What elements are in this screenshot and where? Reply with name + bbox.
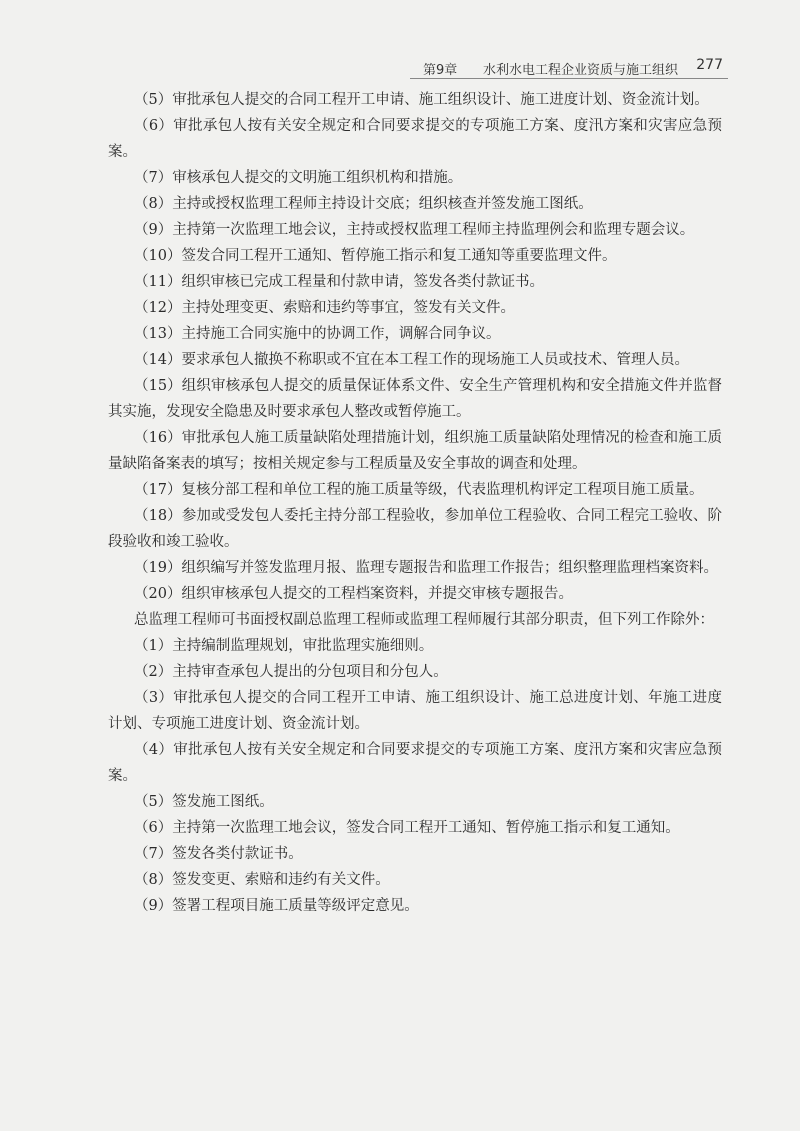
paragraph: （19）组织编写并签发监理月报、监理专题报告和监理工作报告；组织整理监理档案资料。 [134,560,718,576]
header-divider [410,78,728,79]
paragraph: （18）参加或受发包人委托主持分部工程验收，参加单位工程验收、合同工程完工验收、阶段验收和竣工验收。 [108,508,722,550]
paragraph: （12）主持处理变更、索赔和违约等事宜，签发有关文件。 [134,300,515,316]
chapter-label: 第9章 [423,63,458,78]
paragraph: （3）审批承包人提交的合同工程开工申请、施工组织设计、施工总进度计划、年施工进度计划、专项施工进度计划、资金流计划。 [108,690,722,732]
paragraph: （6）审批承包人按有关安全规定和合同要求提交的专项施工方案、度汛方案和灾害应急预案。 [108,118,722,160]
paragraph: （11）组织审核已完成工程量和付款申请，签发各类付款证书。 [134,274,544,290]
paragraph: （5）审批承包人提交的合同工程开工申请、施工组织设计、施工进度计划、资金流计划。 [134,92,709,108]
body-text [108,87,722,919]
paragraph: （13）主持施工合同实施中的协调工作，调解合同争议。 [134,326,501,342]
paragraph: （9）主持第一次监理工地会议，主持或授权监理工程师主持监理例会和监理专题会议。 [134,222,695,238]
paragraph: （16）审批承包人施工质量缺陷处理措施计划，组织施工质量缺陷处理情况的检查和施工质量缺陷备案表的填写；按相关规定参与工程质量及安全事故的调查和处理。 [108,430,722,472]
paragraph: （1）主持编制监理规划，审批监理实施细则。 [134,638,434,654]
page-number: 277 [696,57,723,73]
paragraph: （7）审核承包人提交的文明施工组织机构和措施。 [134,170,463,186]
paragraph: （8）签发变更、索赔和违约有关文件。 [134,872,390,888]
paragraph: （2）主持审查承包人提出的分包项目和分包人。 [134,664,448,680]
paragraph: （15）组织审核承包人提交的质量保证体系文件、安全生产管理机构和安全措施文件并监督其实施，发现安全隐患及时要求承包人整改或暂停施工。 [108,378,722,420]
paragraph: （8）主持或授权监理工程师主持设计交底；组织核查并签发施工图纸。 [134,196,593,212]
paragraph: （5）签发施工图纸。 [134,794,274,810]
paragraph: （7）签发各类付款证书。 [134,846,303,862]
paragraph: （9）签署工程项目施工质量等级评定意见。 [134,898,419,914]
paragraph: （20）组织审核承包人提交的工程档案资料，并提交审核专题报告。 [134,586,573,602]
paragraph: （4）审批承包人按有关安全规定和合同要求提交的专项施工方案、度汛方案和灾害应急预案。 [108,742,722,784]
paragraph: （17）复核分部工程和单位工程的施工质量等级，代表监理机构评定工程项目施工质量。 [134,482,704,498]
paragraph: （10）签发合同工程开工通知、暂停施工指示和复工通知等重要监理文件。 [134,248,617,264]
paragraph: 总监理工程师可书面授权副总监理工程师或监理工程师履行其部分职责，但下列工作除外： [134,612,714,628]
paragraph: （14）要求承包人撤换不称职或不宜在本工程工作的现场施工人员或技术、管理人员。 [134,352,689,368]
paragraph: （6）主持第一次监理工地会议，签发合同工程开工通知、暂停施工指示和复工通知。 [134,820,680,836]
chapter-title: 水利水电工程企业资质与施工组织 [483,63,679,78]
